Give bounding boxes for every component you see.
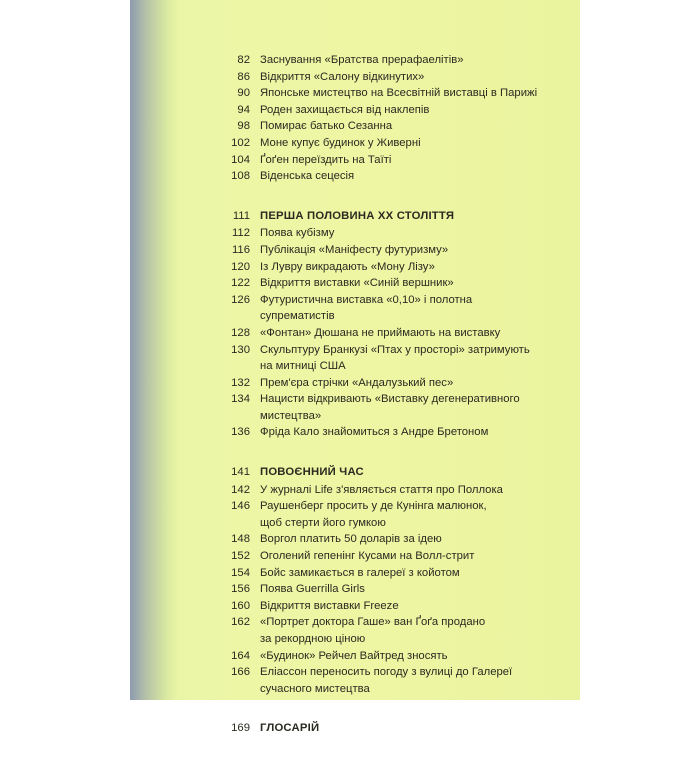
toc-entry	[210, 168, 570, 185]
entry-title: Заснування «Братства прерафаелітів»	[260, 54, 464, 66]
toc-entry	[210, 52, 570, 69]
toc-section-first-half-20th-century	[210, 208, 570, 441]
toc-entry	[210, 482, 570, 499]
page-number: 130	[231, 343, 250, 356]
toc-entry	[210, 648, 570, 665]
toc-entry	[210, 664, 570, 697]
toc-entry	[210, 498, 570, 531]
toc-entry	[210, 69, 570, 86]
toc-entry	[210, 242, 570, 259]
entry-title: Моне купує будинок у Живерні	[260, 136, 421, 149]
entry-title: Оголений гепенінг Кусами на Волл-стрит	[260, 550, 475, 563]
page-number: 141	[231, 466, 250, 479]
entry-title: Скульптуру Бранкузі «Птах у просторі» затримують на митниці США	[260, 343, 530, 373]
entry-title: Прем'єра стрічки «Андалузький пес»	[260, 376, 454, 389]
toc-entry	[210, 325, 570, 342]
toc-entry	[210, 102, 570, 119]
entry-title: Із Лувру викрадають «Мону Лізу»	[260, 260, 435, 273]
page-number: 128	[231, 326, 250, 339]
page-number: 94	[237, 103, 250, 116]
toc-entry	[210, 135, 570, 152]
heading-title: ПОВОЄННИЙ ЧАС	[260, 466, 364, 479]
page-number: 111	[232, 209, 250, 222]
toc-entry	[210, 614, 570, 647]
toc-entry	[210, 85, 570, 102]
page-number: 162	[231, 616, 250, 629]
page-number: 82	[237, 54, 250, 66]
page-number: 136	[231, 426, 250, 439]
page-number: 148	[231, 533, 250, 546]
entry-title: «Портрет доктора Гаше» ван Ґоґа продано за рекордною ціною	[260, 616, 486, 645]
page-number: 116	[231, 243, 250, 256]
page-number: 102	[231, 136, 250, 149]
toc-entry	[210, 548, 570, 565]
toc-entry	[210, 565, 570, 582]
entry-title: Воргол платить 50 доларів за ідею	[260, 533, 442, 546]
section-heading	[210, 720, 570, 737]
section-heading	[210, 464, 570, 481]
page-number: 154	[231, 566, 250, 579]
toc-entry	[210, 391, 570, 424]
page-number: 142	[231, 483, 250, 496]
page-number: 160	[231, 599, 250, 612]
page-number: 122	[231, 277, 250, 290]
entry-title: Помирає батько Сезанна	[260, 120, 393, 133]
entry-title: Поява кубізму	[260, 227, 335, 240]
toc-entry	[210, 292, 570, 325]
table-of-contents	[210, 52, 570, 760]
toc-entry	[210, 424, 570, 441]
entry-title: Відкриття «Салону відкинутих»	[260, 70, 425, 83]
page-number: 166	[231, 666, 250, 679]
page-number: 152	[231, 550, 250, 563]
section-heading	[210, 208, 570, 225]
page-number: 120	[231, 260, 250, 273]
page-binding-shadow	[130, 0, 178, 700]
entry-title: У журналі Life з'являється стаття про Поллока	[260, 483, 503, 496]
page-number: 112	[231, 227, 250, 240]
toc-entry	[210, 342, 570, 375]
entry-title: Відкриття виставки Freeze	[260, 599, 399, 612]
page-number: 132	[231, 376, 250, 389]
toc-entry	[210, 152, 570, 169]
toc-entry	[210, 275, 570, 292]
toc-entry	[210, 375, 570, 392]
entry-title: Нацисти відкривають «Виставку дегенеративного мистецтва»	[260, 393, 520, 422]
entry-title: «Будинок» Рейчел Вайтред зносять	[260, 649, 448, 662]
entry-title: Фріда Кало знайомиться з Андре Бретоном	[260, 426, 489, 439]
page-number: 126	[231, 293, 250, 306]
entry-title: Віденська сецесія	[260, 170, 355, 183]
page-number: 169	[231, 722, 250, 735]
toc-entry	[210, 259, 570, 276]
entry-title: Японське мистецтво на Всесвітній виставці в Парижі	[260, 87, 538, 100]
entry-title: Поява Guerrilla Girls	[260, 583, 365, 596]
page-number: 90	[237, 87, 250, 100]
entry-title: Футуристична виставка «0,10» і полотна супрематистів	[260, 293, 473, 323]
book-page	[130, 0, 580, 735]
toc-entry	[210, 225, 570, 242]
page-number: 156	[231, 583, 250, 596]
page-number: 104	[231, 153, 250, 166]
toc-entry	[210, 531, 570, 548]
entry-title: Роден захищається від наклепів	[260, 103, 430, 116]
page-number: 146	[231, 500, 250, 513]
page-number: 108	[231, 170, 250, 183]
heading-title: ПЕРША ПОЛОВИНА XX СТОЛІТТЯ	[260, 209, 455, 222]
page-number: 164	[231, 649, 250, 662]
toc-entry	[210, 598, 570, 615]
toc-section-glossary	[210, 720, 570, 737]
page-number: 98	[237, 120, 250, 133]
entry-title: Відкриття виставки «Синій вершник»	[260, 277, 454, 290]
entry-title: «Фонтан» Дюшана не приймають на виставку	[260, 326, 501, 339]
heading-title: ГЛОСАРІЙ	[260, 722, 320, 735]
entry-title: Бойс замикається в галереї з койотом	[260, 566, 460, 579]
entry-title: Публікація «Маніфесту футуризму»	[260, 243, 449, 256]
toc-section-postwar	[210, 464, 570, 697]
page-number: 86	[237, 70, 250, 83]
entry-title: Еліассон переносить погоду з вулиці до Галереї сучасного мистецтва	[260, 666, 513, 695]
entry-title: Ґоґен переїздить на Таїті	[260, 153, 392, 166]
toc-entry	[210, 581, 570, 598]
toc-entry	[210, 118, 570, 135]
page-number: 134	[231, 393, 250, 406]
toc-section-19th-century	[210, 52, 570, 185]
entry-title: Раушенберг просить у де Кунінга малюнок, щоб стерти його гумкою	[260, 500, 487, 529]
